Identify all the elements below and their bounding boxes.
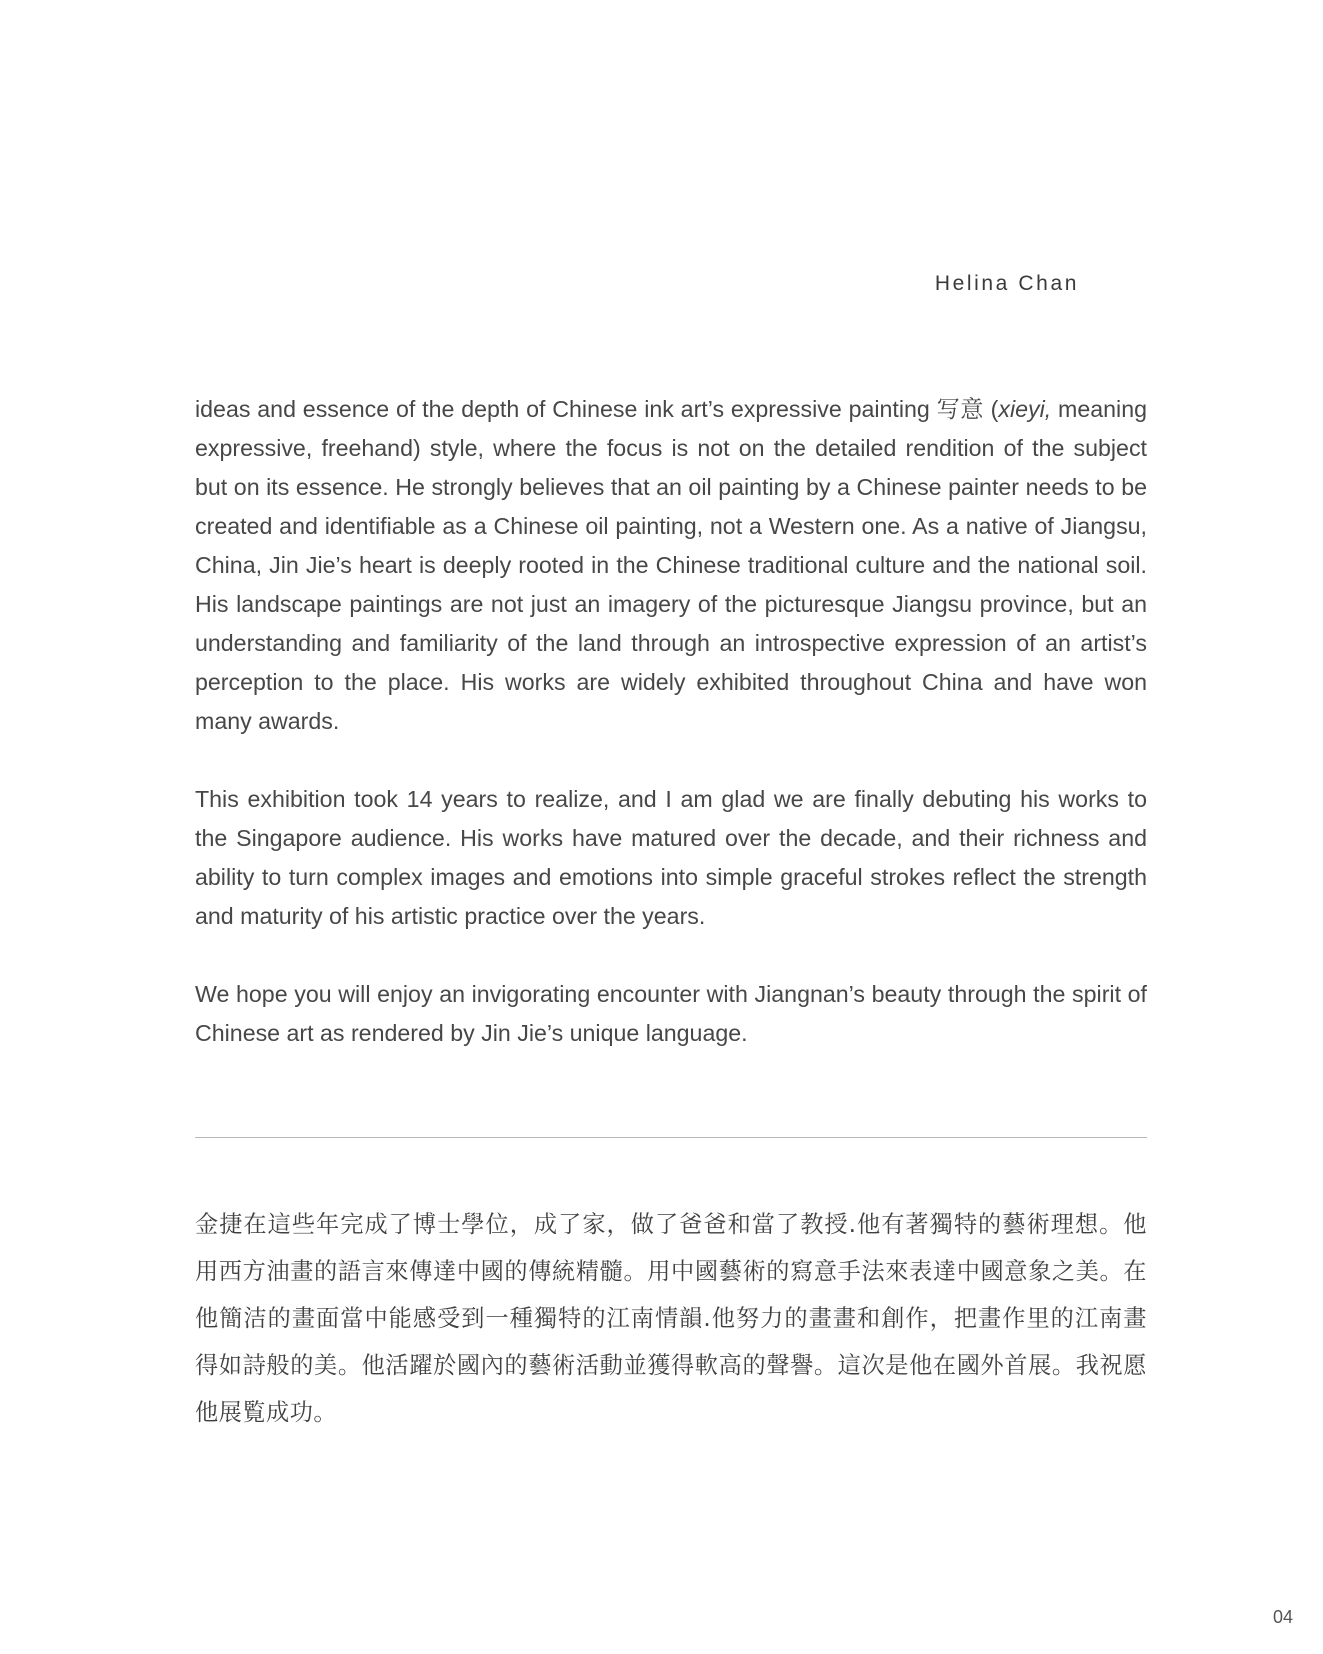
author-name: Helina Chan [934, 272, 1079, 295]
english-paragraph-3: We hope you will enjoy an invigorating encounter with Jiangnan’s beauty through the spirit of Chinese art as rendered by Jin Jie’s unique language. [195, 981, 1147, 1046]
paragraph-1-text-start: ideas and essence of the depth of Chinese ink art’s expressive painting 写意 ( [195, 396, 999, 422]
english-text-section [195, 390, 1147, 1053]
english-paragraph-1 [195, 390, 1147, 741]
english-paragraph-2: This exhibition took 14 years to realize, and I am glad we are finally debuting his works to the Singapore audience. His works have matured over the decade, and their richness and ability to turn complex images and emotions into simple graceful strokes reflect the strength and maturity of his artistic practice over the years. [195, 786, 1147, 929]
chinese-paragraph: 金捷在這些年完成了博士學位，成了家，做了爸爸和當了教授.他有著獨特的藝術理想。他用西方油畫的語言來傳達中國的傳統精髓。用中國藝術的寫意手法來表達中國意象之美。在他簡洁的畫面當中能感受到一種獨特的江南情韻.他努力的畫畫和創作，把畫作里的江南畫得如詩般的美。他活躍於國內的藝術活動並獲得軟高的聲譽。這次是他在國外首展。我祝愿他展覧成功。 [195, 1211, 1147, 1426]
section-divider [195, 1137, 1147, 1138]
paragraph-1-text-rest: meaning expressive, freehand) style, where the focus is not on the detailed rendition of the subject but on its essence. He strongly believes that an oil painting by a Chinese painter needs to be created and identifiable as a Chinese oil painting, not a Western one. As a native of Jiangsu, China, Jin Jie’s heart is deeply rooted in the Chinese traditional culture and the national soil. His landscape paintings are not just an imagery of the picturesque Jiangsu province, but an understanding and familiarity of the land through an introspective expression of an artist’s perception to the place. His works are widely exhibited throughout China and have won many awards. [195, 396, 1148, 734]
page-number: 04 [1272, 1607, 1293, 1627]
paragraph-1-italic-term: xieyi, [998, 396, 1052, 422]
